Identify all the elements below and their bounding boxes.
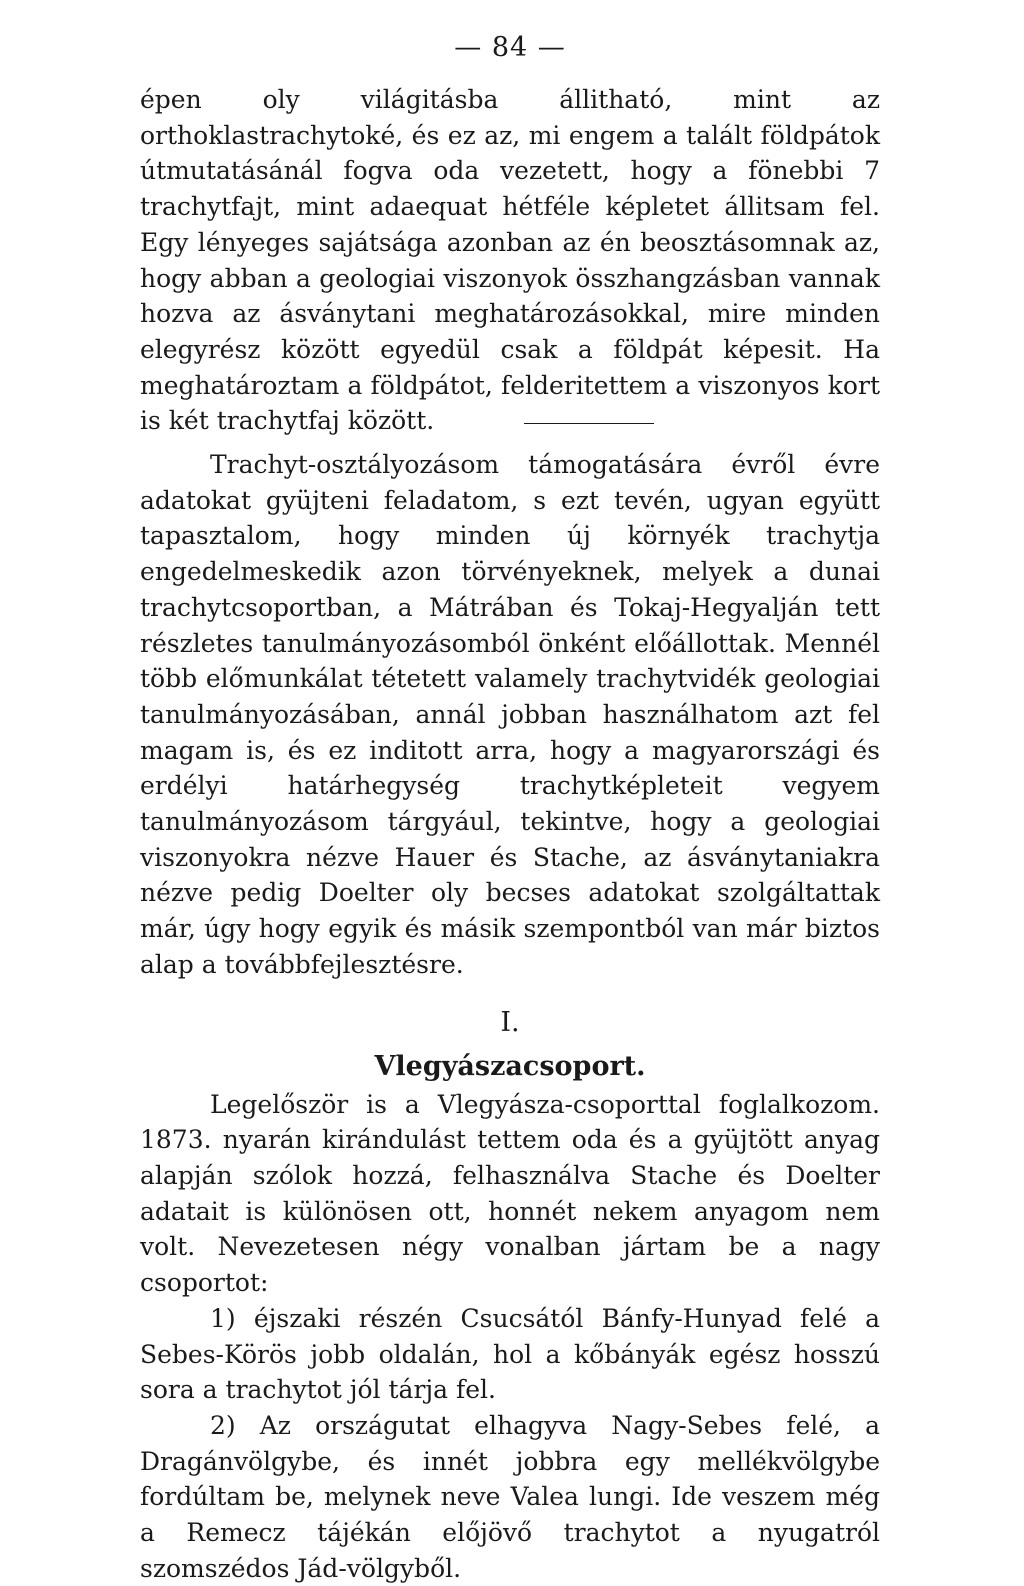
document-page (140, 30, 880, 1586)
paragraph-continuation (140, 82, 880, 439)
paragraph-text: épen oly világitásba állitható, mint az orthoklastrachytoké, és ez az, mi engem a talált földpátok útmutatásánál fogva oda vezetett, hogy a fönebbi 7 trachytfajt, mint adaequat hétféle képletet állitsam fel. Egy lényeges sajátsága azonban az én beosztásomnak az, hogy abban a geologiai viszonyok összhangzásban vannak hozva az ásványtani meghatározásokkal, mire minden elegyrész között egyedül csak a földpát képesit. Ha meghatároztam a földpátot, felderitettem a viszonyos kort is két trachytfaj között. (140, 85, 880, 436)
section-title: Vlegyászacsoport. (374, 1050, 646, 1082)
list-item: 2) Az országutat elhagyva Nagy-Sebes felé, a Dragánvölgybe, és innét jobbra egy mellékvölgybe fordúltam be, melynek neve Valea lungi. Ide veszem még a Remecz tájékán előjövő trachytot a nyugatról szomszédos Jád-völgyből. (140, 1410, 880, 1583)
section-number: I. (500, 1006, 520, 1038)
page-number-header: — 84 — (454, 32, 566, 63)
separator-rule (524, 422, 654, 424)
paragraph-classification: Trachyt-osztályozásom támogatására évről évre adatokat gyüjteni feladatom, s ezt tevén, ugyan együtt tapasztalom, hogy minden új környék trachytja engedelmeskedik azon törvényeknek, melyek a dunai trachytcsoportban, a Mátrában és Tokaj-Hegyalján tett részletes tanulmányozásomból önként előállottak. Mennél több előmunkálat tétetett valamely trachytvidék geologiai tanulmányozásában, annál jobban használhatom azt fel magam is, és ez inditott arra, hogy a magyarországi és erdélyi határhegység trachytképleteit vegyem tanulmányozásom tárgyául, tekintve, hogy a geologiai viszonyokra nézve Hauer és Stache, az ásványtaniakra nézve pedig Doelter oly becses adatokat szolgáltattak már, úgy hogy egyik és másik szempontból van már biztos alap a továbbfejlesztésre. (140, 450, 880, 979)
list-item: 1) éjszaki részén Csucsától Bánfy-Hunyad felé a Sebes-Körös jobb oldalán, hol a kőbányák egész hosszú sora a trachytot jól tárja fel. (140, 1303, 880, 1405)
paragraph-intro: Legelőször is a Vlegyásza-csoporttal foglalkozom. 1873. nyarán kirándulást tettem oda és a gyüjtött anyag alapján szólok hozzá, felhasználva Stache és Doelter adatait is különösen ott, honnét nekem anyagom nem volt. Nevezetesen négy vonalban jártam be a nagy csoportot: (140, 1089, 880, 1298)
